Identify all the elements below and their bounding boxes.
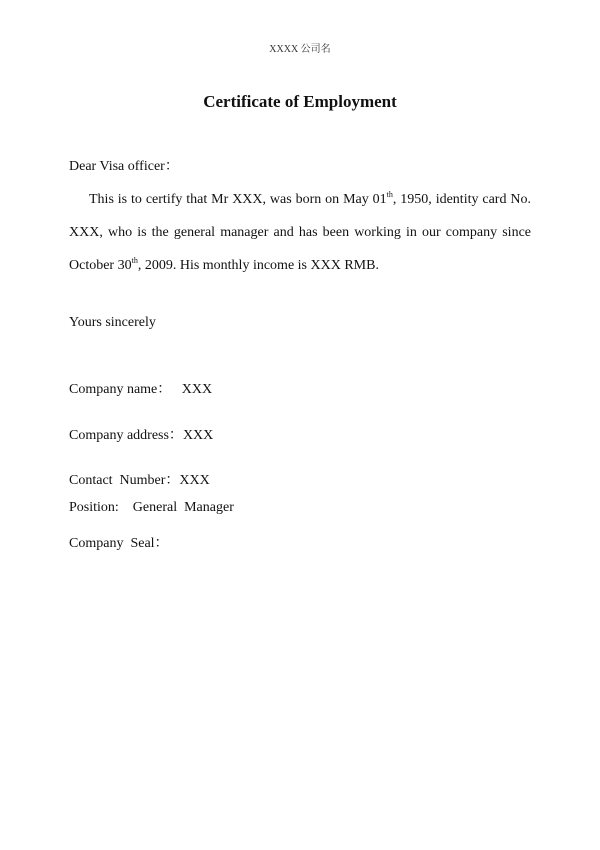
company-address-value: XXX bbox=[182, 428, 214, 443]
company-name-field bbox=[69, 378, 212, 398]
closing: Yours sincerely bbox=[69, 315, 156, 330]
company-name-value: XXX bbox=[181, 382, 213, 397]
company-address-label: Company address： bbox=[69, 428, 183, 443]
contact-number-value: XXX bbox=[179, 473, 210, 488]
position-value: General Manager bbox=[132, 500, 234, 515]
body-text-part2: , 1950, identity card No. XXX, who is the general manager and has been working in our company since October 30 bbox=[69, 192, 531, 273]
contact-number-field bbox=[69, 469, 210, 489]
body-text-part1: This is to certify that Mr XXX, was born on May 01 bbox=[89, 192, 387, 207]
ordinal-suffix: th bbox=[131, 256, 138, 265]
ordinal-suffix: th bbox=[386, 190, 393, 199]
body-text-part3: , 2009. His monthly income is XXX RMB. bbox=[137, 258, 379, 273]
contact-number-label: Contact Number： bbox=[69, 473, 180, 488]
document-title: Certificate of Employment bbox=[203, 92, 397, 111]
salutation: Dear Visa officer： bbox=[69, 159, 179, 174]
company-seal-label: Company Seal： bbox=[69, 536, 169, 551]
position-field bbox=[69, 500, 234, 516]
company-name-label: Company name： bbox=[69, 382, 172, 397]
company-address-field bbox=[69, 424, 213, 444]
page-header: XXXX 公司名 bbox=[269, 44, 331, 55]
body-paragraph bbox=[69, 183, 531, 282]
position-label: Position: bbox=[69, 500, 119, 515]
company-seal-field bbox=[69, 532, 169, 552]
